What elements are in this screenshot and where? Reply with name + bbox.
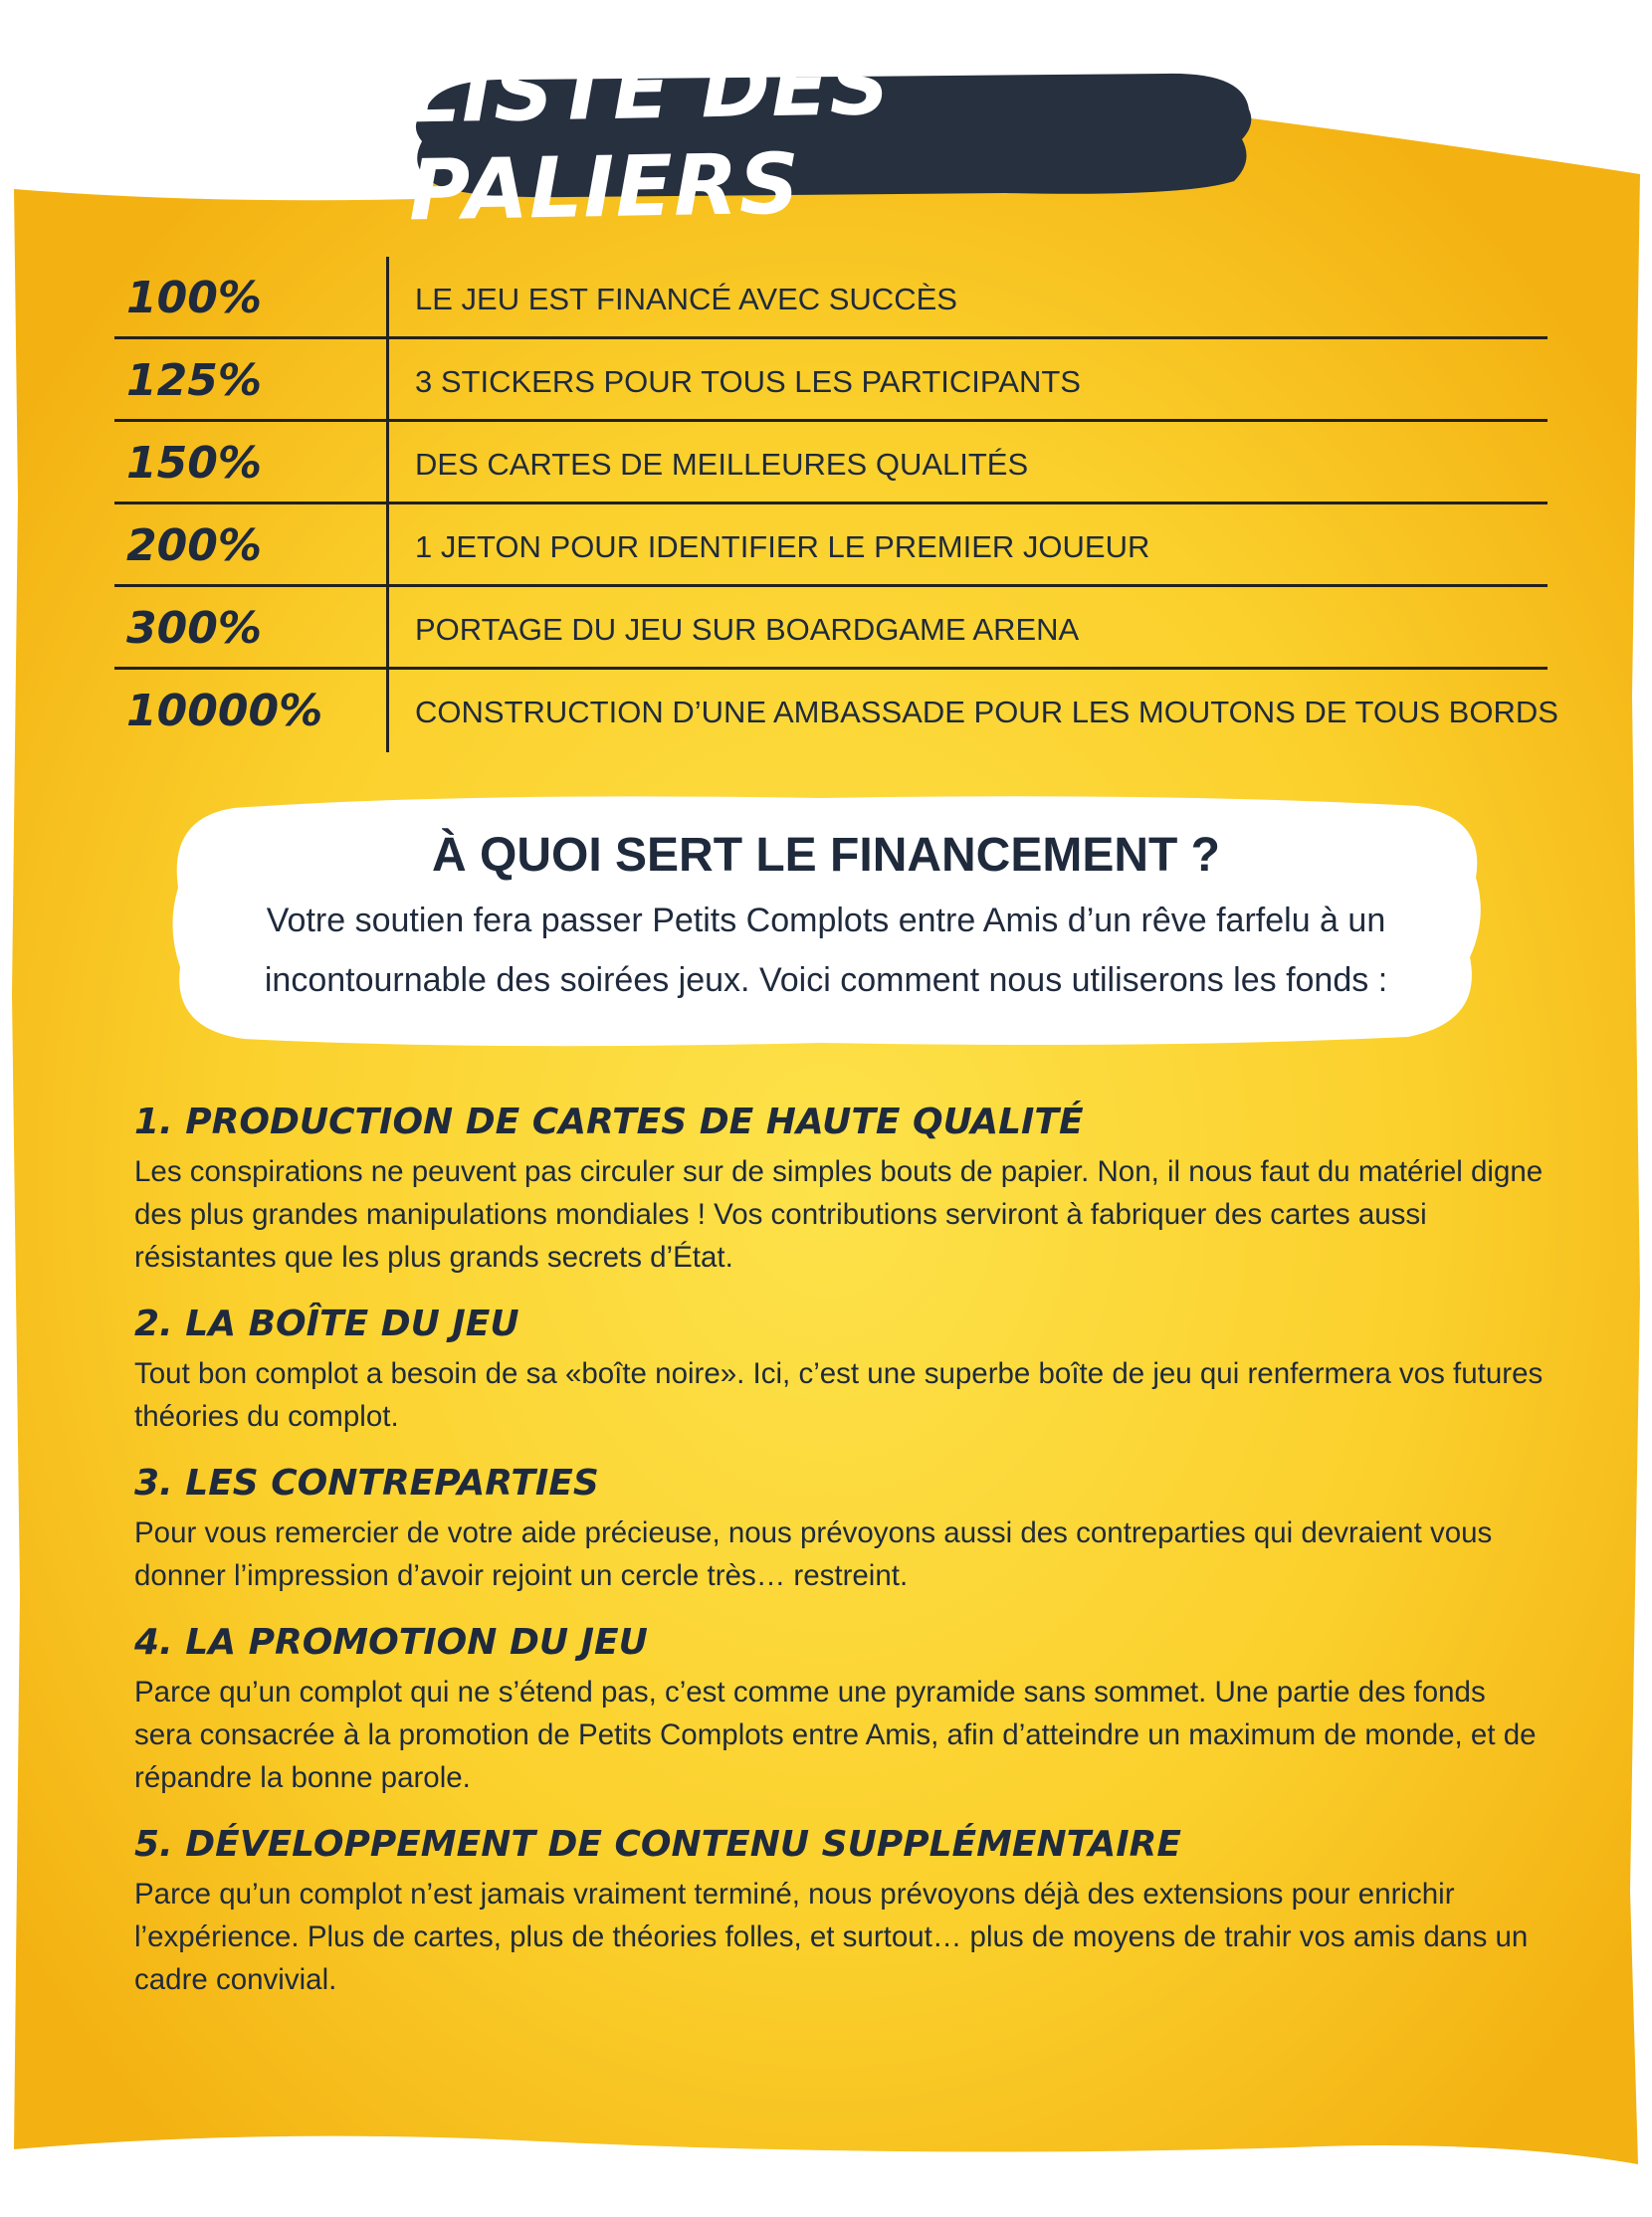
tier-row (114, 670, 1558, 752)
use-text: Pour vous remercier de votre aide précieuse, nous prévoyons aussi des contreparties qui devraient vous donner l’impression d’avoir rejoint un cercle très… restreint. (134, 1516, 1493, 1592)
use-title: 4. LA PROMOTION DU JEU (134, 1622, 648, 1663)
tier-percent: 150% (126, 438, 262, 489)
tier-percent: 300% (126, 603, 262, 654)
tier-description: CONSTRUCTION D’UNE AMBASSADE POUR LES MOUTONS DE TOUS BORDS (415, 695, 1558, 729)
tier-row (114, 504, 1548, 587)
funding-uses-list (134, 1095, 1548, 2019)
tier-description: 3 STICKERS POUR TOUS LES PARTICIPANTS (415, 364, 1081, 399)
tier-row (114, 339, 1548, 422)
list-item (134, 1817, 1548, 2001)
funding-intro: Votre soutien fera passer Petits Complots entre Amis d’un rêve farfelu à un incontournable des soirées jeux. Voici comment nous utiliserons les fonds : (264, 902, 1388, 999)
use-title: 3. LES CONTREPARTIES (134, 1463, 599, 1504)
table-column-divider (386, 257, 389, 752)
use-text: Parce qu’un complot qui ne s’étend pas, c’est comme une pyramide sans sommet. Une partie des fonds sera consacrée à la promotion de Petits Complots entre Amis, afin d’atteindre un maximum de monde, et de répandre la bonne parole. (134, 1676, 1537, 1794)
list-item (134, 1456, 1548, 1597)
list-item (134, 1095, 1548, 1279)
use-title: 5. DÉVELOPPEMENT DE CONTENU SUPPLÉMENTAIRE (134, 1824, 1181, 1865)
use-title: 1. PRODUCTION DE CARTES DE HAUTE QUALITÉ (134, 1102, 1084, 1142)
use-text: Parce qu’un complot n’est jamais vraiment terminé, nous prévoyons déjà des extensions pour enrichir l’expérience. Plus de cartes, plus de théories folles, et surtout… plus de moyens de trahir vos amis dans un cadre convivial. (134, 1878, 1529, 1996)
tier-description: 1 JETON POUR IDENTIFIER LE PREMIER JOUEUR (415, 529, 1150, 564)
list-item (134, 1297, 1548, 1438)
tier-row (114, 587, 1548, 670)
tier-percent: 10000% (126, 686, 323, 736)
title-banner (406, 35, 1254, 240)
tiers-table (114, 257, 1558, 752)
tier-description: LE JEU EST FINANCÉ AVEC SUCCÈS (415, 282, 957, 316)
use-text: Les conspirations ne peuvent pas circuler sur de simples bouts de papier. Non, il nous faut du matériel digne des plus grandes manipulations mondiales ! Vos contributions serviront à fabriquer des cartes aussi résistantes que les plus grands secrets d’État. (134, 1155, 1544, 1274)
list-item (134, 1615, 1548, 1799)
tier-percent: 125% (126, 355, 262, 406)
tier-row (114, 257, 1548, 339)
use-text: Tout bon complot a besoin de sa «boîte noire». Ici, c’est une superbe boîte de jeu qui renfermera vos futures théories du complot. (134, 1357, 1544, 1433)
tier-row (114, 422, 1548, 504)
page-title: LISTE DES PALIERS (406, 35, 892, 240)
tier-percent: 200% (126, 520, 262, 571)
tier-percent: 100% (126, 273, 262, 323)
tier-description: PORTAGE DU JEU SUR BOARDGAME ARENA (415, 612, 1080, 647)
tier-description: DES CARTES DE MEILLEURES QUALITÉS (415, 447, 1029, 482)
use-title: 2. LA BOÎTE DU JEU (134, 1304, 519, 1344)
funding-cloud-box (164, 788, 1488, 1057)
funding-heading: À QUOI SERT LE FINANCEMENT ? (432, 829, 1220, 882)
